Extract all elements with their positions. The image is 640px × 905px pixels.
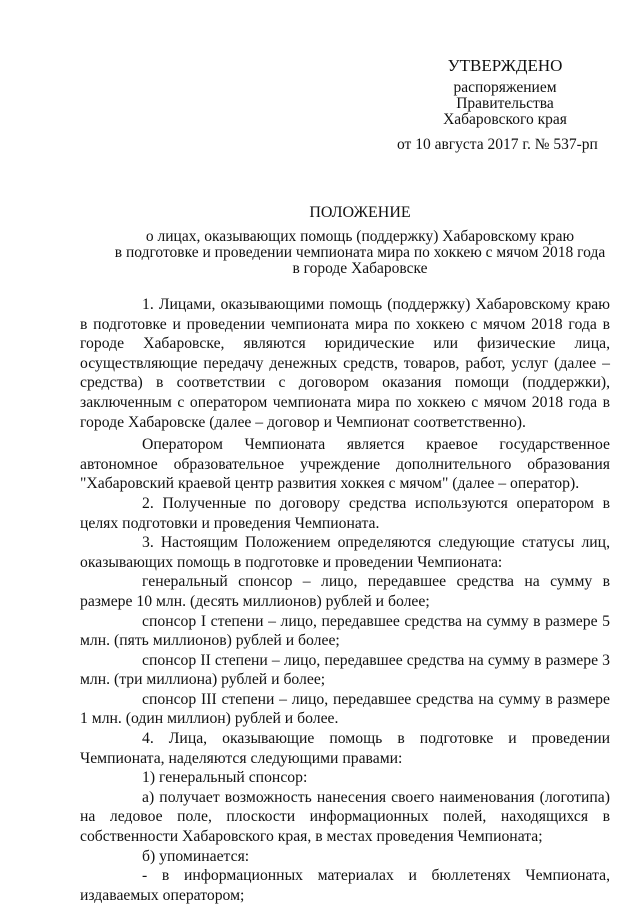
paragraph: спонсор II степени – лицо, передавшее средства на сумму в размере 3 млн. (три миллиона) рублей и более; [80,651,610,689]
document-subtitle-line-3: в городе Хабаровске [292,260,428,277]
document-subtitle-line-1: о лицах, оказывающих помощь (поддержку) Хабаровскому краю [145,228,575,245]
paragraph: 1. Лицами, оказывающими помощь (поддержку) Хабаровскому краю в подготовке и проведении чемпионата мира по хоккею с мячом 2018 года в городе Хабаровске, являются юридические или физические лица, осуществляющие передачу денежных средств, товаров, работ, услуг (далее – средства) в соответствии с договором оказания помощи (поддержки), заключенным с оператором чемпионата мира по хоккею с мячом 2018 года в городе Хабаровске (далее – договор и Чемпионат соответственно). [80,296,610,431]
approval-line-2: Правительства [456,95,554,112]
paragraph: спонсор III степени – лицо, передавшее средства на сумму в размере 1 млн. (один миллион) рублей и более. [80,690,610,728]
approval-stamp [397,56,605,153]
approval-line-1: распоряжением [453,79,557,96]
paragraph: 1) генеральный спонсор: [142,769,308,787]
paragraph: 4. Лица, оказывающие помощь в подготовке и проведении Чемпионата, наделяются следующими правами: [80,730,610,767]
document-subtitle-line-2: в подготовке и проведении чемпионата мира по хоккею с мячом 2018 года [114,244,606,261]
paragraph: б) упоминается: [142,847,250,865]
paragraph: а) получает возможность нанесения своего наименования (логотипа) на ледовое поле, плоскости информационных полей, находящихся в собственности Хабаровского края, в местах проведения Чемпионата; [80,788,610,846]
document-title-block [80,205,640,277]
paragraph: 3. Настоящим Положением определяются следующие статусы лиц, оказывающих помощь в подготовке и проведении Чемпионата: [80,534,610,571]
paragraph: 2. Полученные по договору средства используются оператором в целях подготовки и проведения Чемпионата. [80,494,610,532]
document-body [80,295,610,905]
paragraph: - в информационных материалах и бюллетенях Чемпионата, издаваемых оператором; [80,867,610,904]
paragraph: Оператором Чемпионата является краевое государственное автономное образовательное учреждение дополнительного образования "Хабаровский краевой центр развития хоккея с мячом" (далее – оператор). [80,436,610,493]
approval-heading: УТВЕРЖДЕНО [447,56,563,75]
approval-date: от 10 августа 2017 г. № 537-рп [397,136,598,153]
approval-line-3: Хабаровского края [443,111,567,128]
document-title: ПОЛОЖЕНИЕ [309,204,411,221]
paragraph: генеральный спонсор – лицо, передавшее средства на сумму в размере 10 млн. (десять миллионов) рублей и более; [80,573,610,610]
paragraph: спонсор I степени – лицо, передавшее средства на сумму в размере 5 млн. (пять миллионов) рублей и более; [80,612,610,650]
